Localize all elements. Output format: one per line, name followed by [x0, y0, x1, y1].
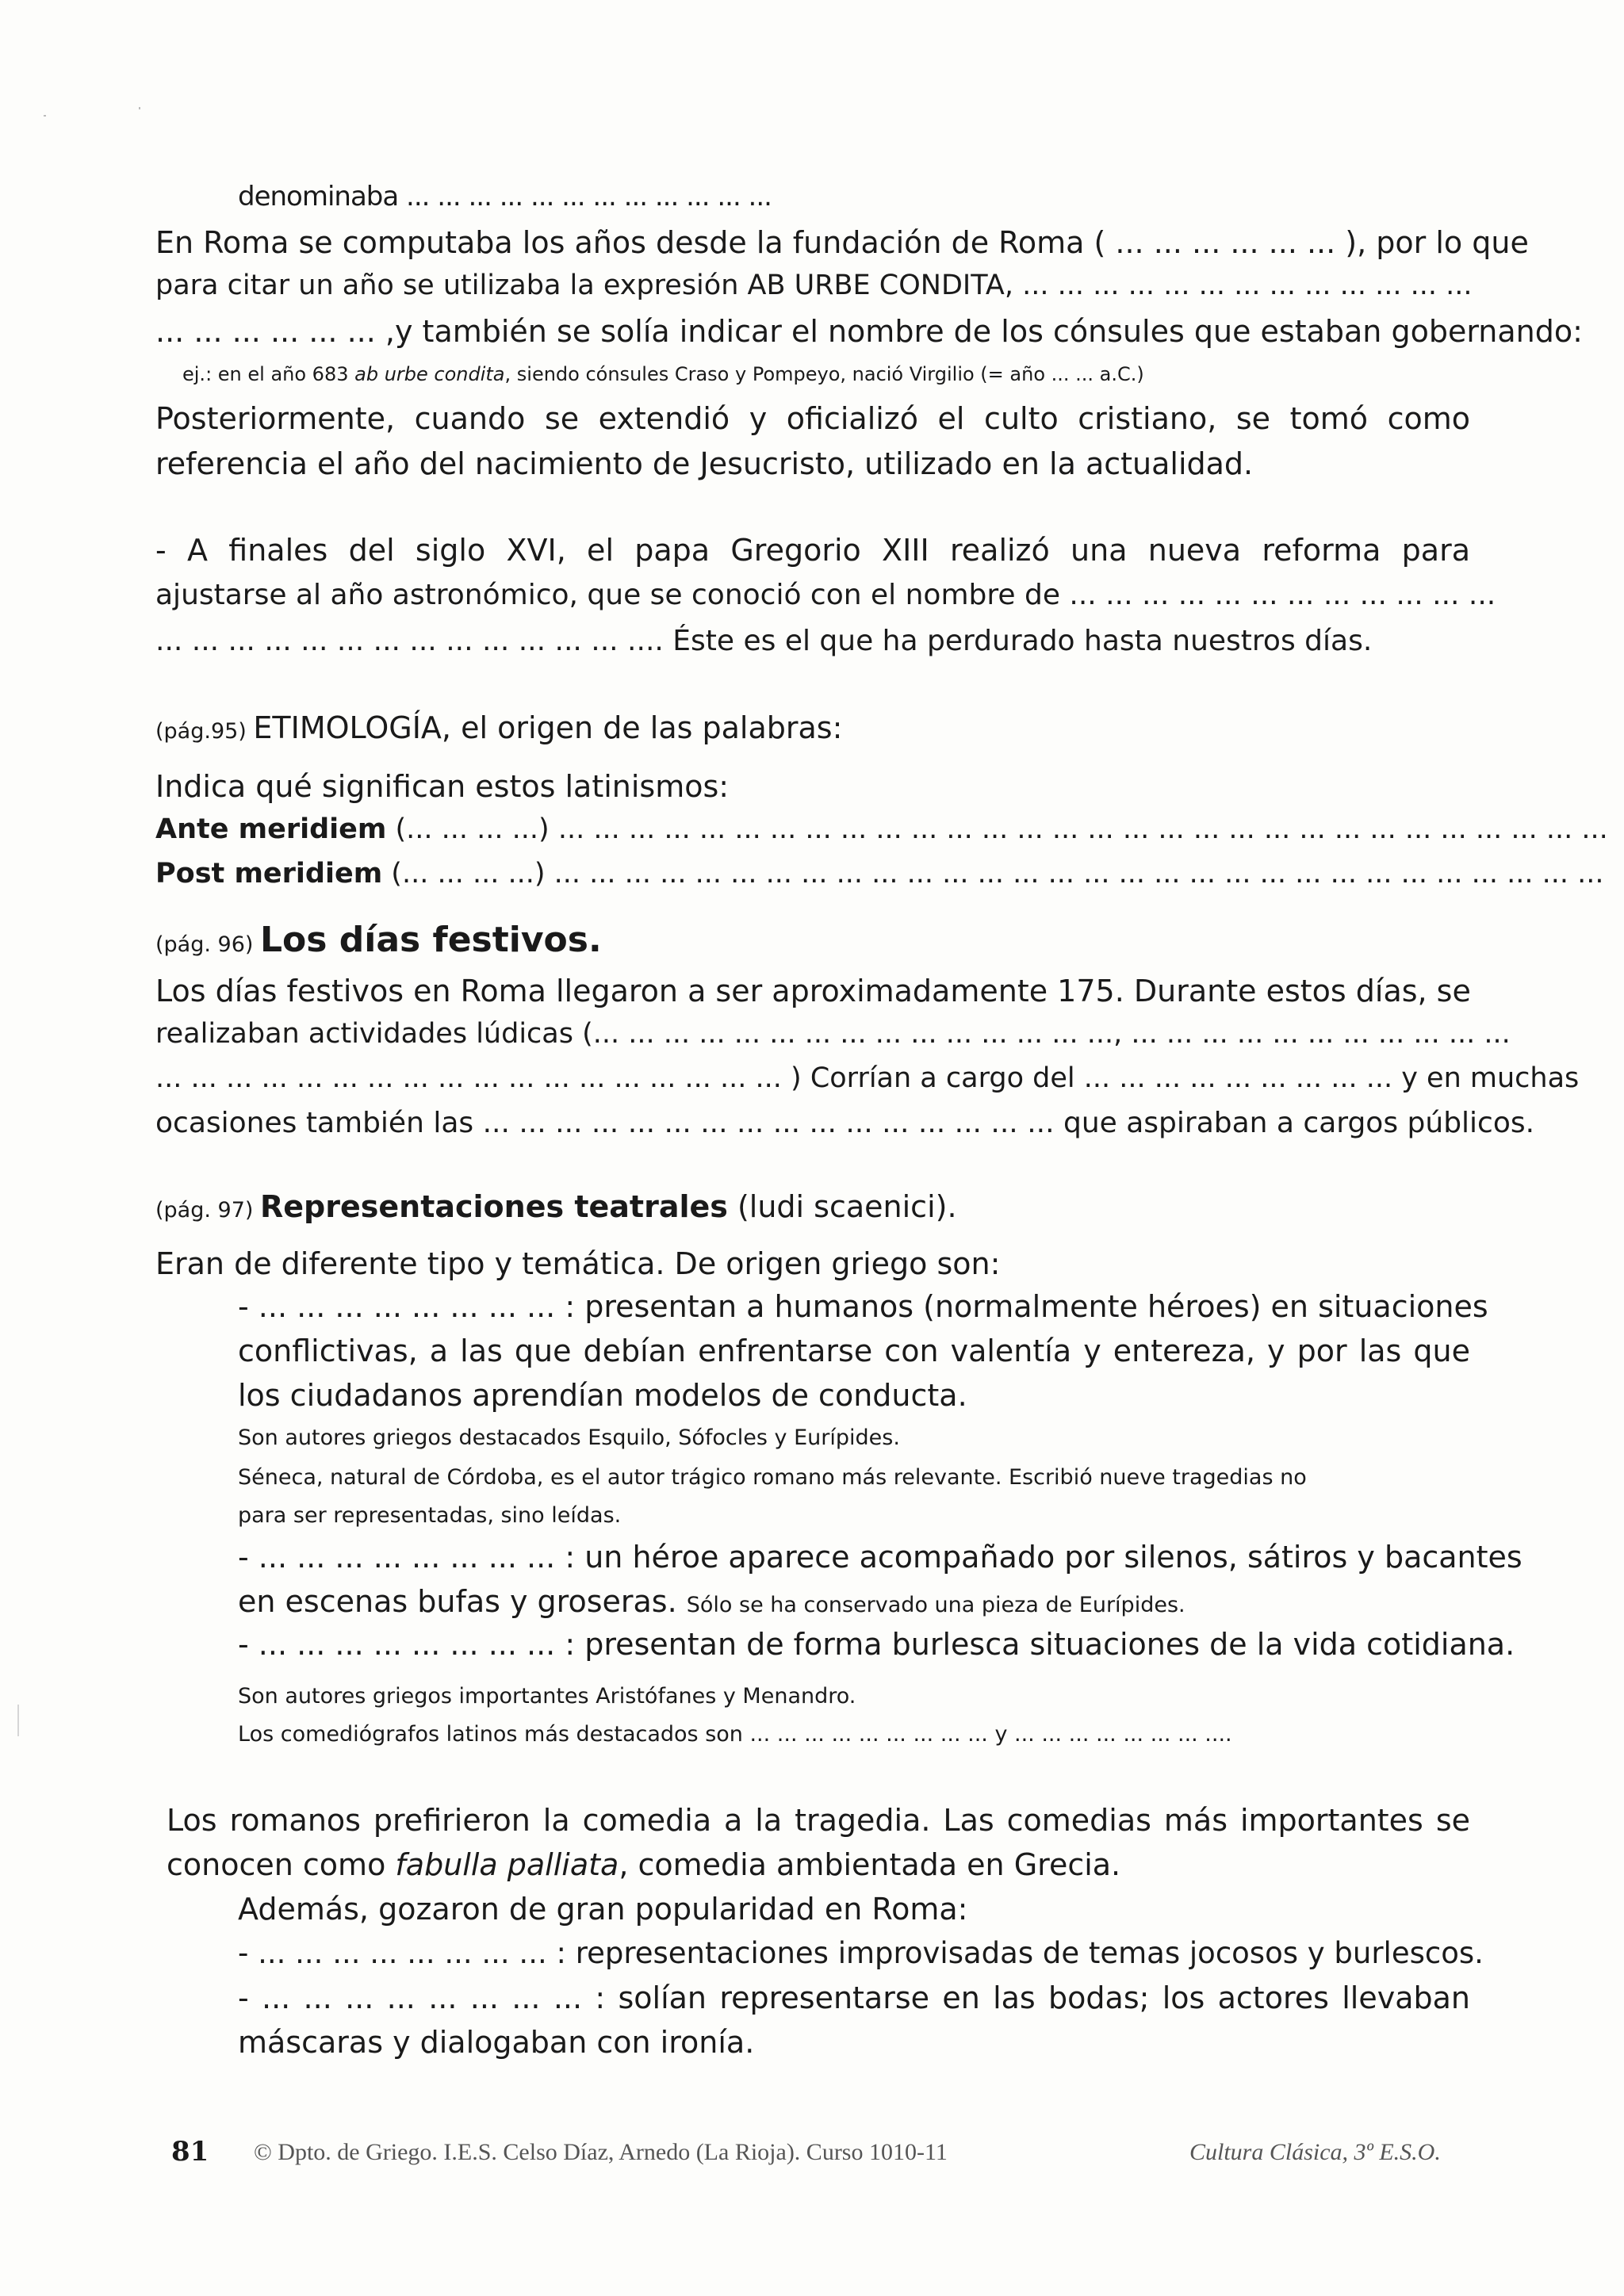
- text-part: , comedia ambientada en Grecia.: [619, 1847, 1121, 1882]
- latinism-line: [155, 813, 1608, 845]
- text-line: referencia el año del nacimiento de Jesucristo, utilizado en la actualidad.: [155, 446, 1254, 481]
- latin-term: fabulla palliata: [395, 1847, 619, 1882]
- page-ref: (pág. 97): [155, 1198, 260, 1223]
- text-line: conflictivas, a las que debían enfrentarse con valentía y entereza, y por las que: [238, 1334, 1470, 1368]
- text-line: Los días festivos en Roma llegaron a ser aproximadamente 175. Durante estos días, se: [155, 974, 1471, 1008]
- text-line: denominaba ... ... ... ... ... ... ... ... ... ... ... ...: [238, 181, 772, 212]
- page-ref: (pág. 96): [155, 932, 260, 957]
- heading-text: Los días festivos.: [260, 920, 602, 960]
- latinism-term: Ante meridiem: [155, 813, 387, 845]
- section-heading: [155, 1189, 957, 1224]
- blank-line: (... ... ... ...) ... ... ... ... ... ... ... ... ... ... ... ... ... ... ... ... ... ... ... ... ... ... ... ... ... ... ... ... ... ...: [382, 858, 1604, 890]
- text-line: - ... ... ... ... ... ... ... ... : un héroe aparece acompañado por silenos, sátiros y bacantes: [238, 1540, 1522, 1575]
- example-note-part: ej.: en el año 683: [182, 363, 355, 385]
- text-line: Indica qué significan estos latinismos:: [155, 769, 730, 804]
- heading-text: Representaciones teatrales: [260, 1189, 728, 1224]
- section-heading: [155, 920, 602, 960]
- latinism-line: [155, 858, 1604, 890]
- heading-text: ETIMOLOGÍA, el origen de las palabras:: [253, 710, 843, 745]
- example-note: [182, 363, 1443, 385]
- text-line: - ... ... ... ... ... ... ... ... : representaciones improvisadas de temas jocosos y burlescos.: [238, 1936, 1484, 1970]
- latinism-term: Post meridiem: [155, 858, 383, 890]
- text-part: en escenas bufas y groseras.: [238, 1584, 687, 1619]
- scan-speck: [139, 107, 140, 109]
- example-note-latin: ab urbe condita: [354, 363, 505, 385]
- text-line: los ciudadanos aprendían modelos de conducta.: [238, 1378, 967, 1413]
- text-line: máscaras y dialogaban con ironía.: [238, 2025, 755, 2060]
- text-line: Eran de diferente tipo y temática. De origen griego son:: [155, 1246, 1001, 1281]
- note-inline: Sólo se ha conservado una pieza de Eurípides.: [686, 1593, 1185, 1617]
- text-line: - ... ... ... ... ... ... ... ... : presentan de forma burlesca situaciones de la vida cotidiana.: [238, 1627, 1515, 1662]
- blank-line: (... ... ... ...) ... ... ... ... ... ... ... ... ... ... ... ... ... ... ... ... ... ... ... ... ... ... ... ... ... ... ... ... ... ...: [386, 813, 1608, 845]
- text-line: - ... ... ... ... ... ... ... ... : presentan a humanos (normalmente héroes) en situaciones: [238, 1289, 1488, 1324]
- text-line: Además, gozaron de gran popularidad en Roma:: [238, 1892, 968, 1927]
- page-number: 81: [171, 2136, 209, 2168]
- text-line: - A finales del siglo XVI, el papa Gregorio XIII realizó una nueva reforma para: [155, 533, 1470, 568]
- text-line: ocasiones también las ... ... ... ... ... ... ... ... ... ... ... ... ... ... ... ... que aspiraban a cargos públicos.: [155, 1107, 1535, 1139]
- text-line: Posteriormente, cuando se extendió y oficializó el culto cristiano, se tomó como: [155, 401, 1470, 436]
- footer-credit: © Dpto. de Griego. I.E.S. Celso Díaz, Arnedo (La Rioja). Curso 1010-11: [254, 2139, 948, 2165]
- text-line: ajustarse al año astronómico, que se conoció con el nombre de ... ... ... ... ... ... ... ... ... ... ... ...: [155, 579, 1496, 611]
- note-line: Son autores griegos destacados Esquilo, Sófocles y Eurípides.: [238, 1425, 900, 1450]
- note-line: Séneca, natural de Córdoba, es el autor trágico romano más relevante. Escribió nueve tragedias no: [238, 1465, 1307, 1490]
- text-line: [238, 1584, 1185, 1619]
- note-line: Son autores griegos importantes Aristófanes y Menandro.: [238, 1684, 856, 1709]
- scan-speck: [44, 115, 46, 117]
- example-note-part: , siendo cónsules Craso y Pompeyo, nació Virgilio (= año ... ... a.C.): [504, 363, 1144, 385]
- text-line: [167, 1847, 1120, 1882]
- heading-suffix: (ludi scaenici).: [727, 1189, 957, 1224]
- footer-course: Cultura Clásica, 3º E.S.O.: [1189, 2139, 1441, 2165]
- text-line: En Roma se computaba los años desde la fundación de Roma ( ... ... ... ... ... ... ), por lo que: [155, 225, 1529, 260]
- text-line: ... ... ... ... ... ... ,y también se solía indicar el nombre de los cónsules que estaban gobernando:: [155, 314, 1583, 349]
- scan-speck: [17, 1705, 19, 1736]
- text-part: conocen como: [167, 1847, 396, 1882]
- note-line: para ser representadas, sino leídas.: [238, 1503, 622, 1528]
- text-line: realizaban actividades lúdicas (... ... ... ... ... ... ... ... ... ... ... ... ... ... ..., ... ... ... ... ... ... ... ... ... ... ...: [155, 1018, 1511, 1050]
- text-line: Los romanos prefirieron la comedia a la tragedia. Las comedias más importantes se: [167, 1803, 1470, 1838]
- text-line: ... ... ... ... ... ... ... ... ... ... ... ... ... ... ... ... ... ... ) Corrían a cargo del ... ... ... ... ... ... ... ... ... y en muchas: [155, 1062, 1580, 1094]
- section-heading: [155, 710, 842, 745]
- note-line: Los comediógrafos latinos más destacados son ... ... ... ... ... ... ... ... ... y ... ... ... ... ... ... ... ....: [238, 1722, 1232, 1747]
- text-line: ... ... ... ... ... ... ... ... ... ... ... ... ... .... Éste es el que ha perdurado hasta nuestros días.: [155, 625, 1373, 657]
- text-line: para citar un año se utilizaba la expresión AB URBE CONDITA, ... ... ... ... ... ... ... ... ... ... ... ... ...: [155, 270, 1473, 301]
- text-line: - ... ... ... ... ... ... ... ... : solían representarse en las bodas; los actores llevaban: [238, 1980, 1470, 2015]
- page-ref: (pág.95): [155, 719, 254, 744]
